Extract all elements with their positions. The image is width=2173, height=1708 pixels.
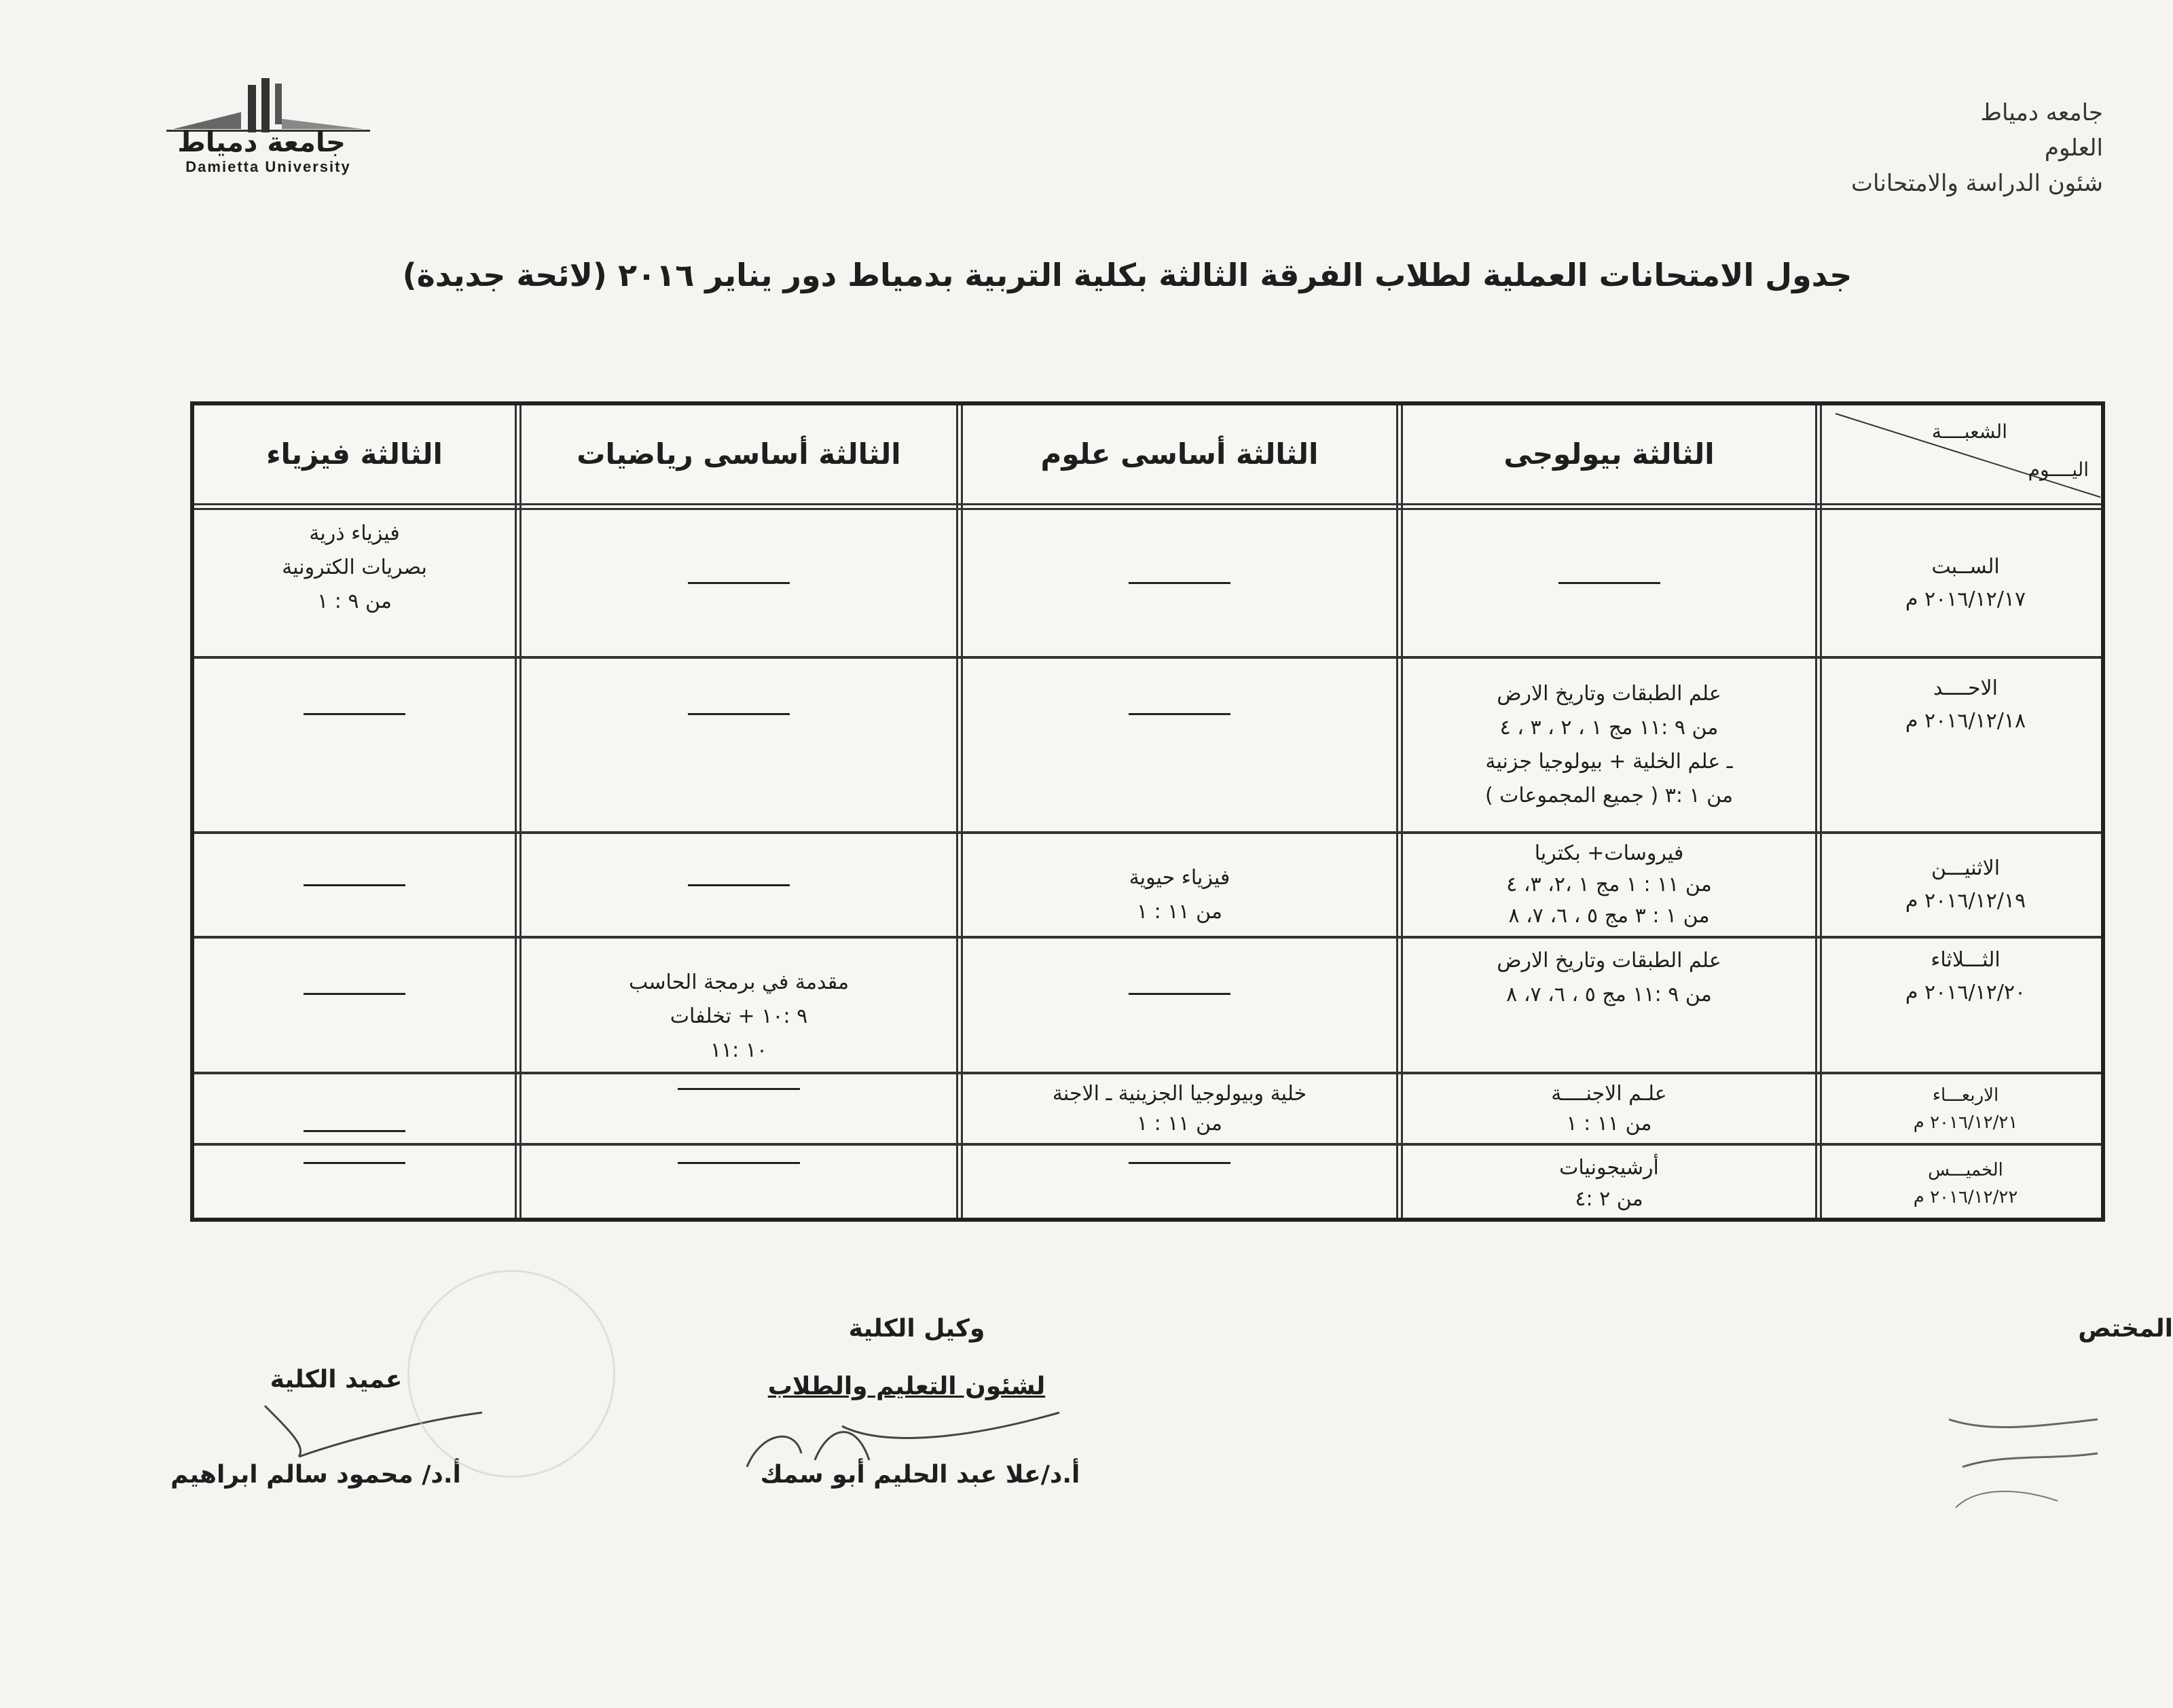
cell-line: من ٩ :١١ مج ٥ ، ٦، ٧، ٨ [1506, 983, 1712, 1006]
header-line-university: جامعه دمياط [1980, 99, 2103, 126]
building-logo-icon [160, 71, 377, 132]
schedule-cell [1403, 659, 1815, 831]
empty-dash [688, 713, 790, 715]
dean-title: عميد الكلية [270, 1366, 403, 1394]
cell-line: مقدمة في برمجة الحاسب [628, 970, 850, 994]
schedule-cell-empty [963, 939, 1396, 1072]
schedule-cell-empty [194, 939, 515, 1072]
exam-schedule-table [190, 401, 2105, 1222]
cell-line: علم الطبقات وتاريخ الارض [1497, 949, 1721, 973]
cell-line: أرشيجونيات [1559, 1156, 1659, 1180]
cell-line: من ١١ : ١ مج ١ ،٢، ٣، ٤ [1506, 873, 1712, 896]
vice-dean-office: لشئون التعليم والطلاب [767, 1373, 1046, 1400]
day-name: الاحــــد [1933, 676, 1998, 700]
schedule-cell [522, 939, 956, 1072]
schedule-cell-empty [522, 510, 956, 656]
cell-line: علـم الاجنــــة [1551, 1081, 1667, 1106]
day-date: ٢٠١٦/١٢/١٩ م [1905, 889, 2026, 913]
column-divider [956, 405, 963, 1218]
vice-dean-signature-mark [720, 1385, 1073, 1480]
cell-line: ـ علم الخلية + بيولوجيا جزنية [1485, 750, 1733, 774]
col-header-basic-math: الثالثة أساسى رياضيات [577, 437, 901, 471]
empty-dash [688, 884, 790, 886]
cell-line: خلية وبيولوجيا الجزينية ـ الاجنة [1052, 1081, 1307, 1106]
cell-line: ١٠ :١١ [710, 1038, 768, 1062]
empty-dash [304, 1162, 405, 1164]
day-name: الخميـــس [1928, 1160, 2003, 1180]
logo-arabic-name: جامعة دمياط [177, 127, 346, 158]
cell-line: فيزياء حيوية [1129, 866, 1230, 890]
corner-header-cell [1822, 405, 2109, 503]
day-name: الســبت [1931, 554, 2000, 579]
schedule-cell-empty [194, 659, 515, 831]
schedule-cell-empty [522, 834, 956, 936]
day-name: الثـــلاثاء [1931, 948, 2001, 972]
cell-line: من ١١ : ١ [1137, 900, 1222, 924]
cell-line: من ١ :٣ ( جميع المجموعات ) [1484, 784, 1734, 807]
schedule-cell-empty [194, 834, 515, 936]
vice-dean-name: أ.د/علا عبد الحليم أبو سمك [760, 1461, 1080, 1489]
day-cell-monday [1822, 834, 2109, 936]
col-header-physics: الثالثة فيزياء [266, 437, 443, 471]
empty-dash [688, 582, 790, 584]
schedule-cell-empty [963, 659, 1396, 831]
day-date: ٢٠١٦/١٢/٢٠ م [1905, 981, 2026, 1004]
schedule-cell [1403, 1074, 1815, 1143]
schedule-cell-empty [522, 1146, 956, 1222]
document-title: جدول الامتحانات العملية لطلاب الفرقة الثالثة بكلية التربية بدمياط دور يناير ٢٠١٦ (لائحة جديدة) [402, 257, 1852, 293]
corner-label-day: اليــــوم [2028, 458, 2089, 481]
cell-line: بصريات الكترونية [282, 556, 427, 579]
empty-dash [304, 884, 405, 886]
cell-line: من ١ : ٣ مج ٥ ، ٦، ٧، ٨ [1508, 904, 1710, 928]
header-line-office: شئون الدراسة والامتحانات [1851, 170, 2103, 197]
empty-dash [304, 713, 405, 715]
schedule-cell [194, 510, 515, 656]
day-date: ٢٠١٦/١٢/١٨ م [1905, 709, 2026, 733]
day-cell-wednesday [1822, 1074, 2109, 1143]
cell-line: من ١١ : ١ [1566, 1111, 1652, 1135]
cell-line: فيزياء ذرية [309, 522, 400, 545]
empty-dash [1129, 713, 1230, 715]
schedule-cell [1403, 1146, 1815, 1222]
schedule-cell-empty [963, 510, 1396, 656]
day-cell-saturday [1822, 510, 2109, 656]
empty-dash [1129, 1162, 1230, 1164]
day-name: الاربعـــاء [1932, 1085, 1999, 1106]
day-cell-thursday [1822, 1146, 2109, 1222]
column-divider [1396, 405, 1403, 1218]
schedule-cell-empty [522, 1074, 956, 1143]
cell-line: من ١١ : ١ [1137, 1111, 1222, 1135]
university-logo [160, 71, 377, 180]
schedule-cell [1403, 834, 1815, 936]
faint-stamp [407, 1270, 615, 1478]
day-date: ٢٠١٦/١٢/٢٢ م [1913, 1187, 2018, 1207]
day-date: ٢٠١٦/١٢/١٧ م [1905, 587, 2026, 611]
empty-dash [304, 1130, 405, 1132]
cell-line: من ٩ :١١ مج ١ ، ٢ ، ٣ ، ٤ [1499, 716, 1719, 740]
schedule-cell [1403, 939, 1815, 1072]
cell-line: فيروسات+ بكتريا [1534, 841, 1684, 865]
vice-dean-title: وكيل الكلية [848, 1315, 985, 1343]
cell-line: علم الطبقات وتاريخ الارض [1497, 682, 1721, 706]
day-cell-tuesday [1822, 939, 2109, 1072]
day-date: ٢٠١٦/١٢/٢١ م [1913, 1112, 2018, 1133]
schedule-cell-empty [1403, 510, 1815, 656]
schedule-cell [963, 1074, 1396, 1143]
cell-line: من ٢ :٤ [1575, 1187, 1643, 1211]
empty-dash [1558, 582, 1660, 584]
header-divider [194, 503, 2101, 510]
empty-dash [678, 1162, 800, 1164]
schedule-cell-empty [963, 1146, 1396, 1222]
dean-name: أ.د/ محمود سالم ابراهيم [170, 1461, 461, 1489]
corner-label-division: الشعبــــة [1931, 420, 2007, 443]
empty-dash [1129, 993, 1230, 995]
col-header-basic-science: الثالثة أساسى علوم [1040, 437, 1319, 471]
day-cell-sunday [1822, 659, 2109, 831]
day-name: الاثنيـــن [1931, 856, 2001, 880]
empty-dash [1129, 582, 1230, 584]
col-header-biology: الثالثة بيولوجى [1503, 437, 1715, 471]
empty-dash [678, 1088, 800, 1090]
cell-line: من ٩ : ١ [317, 589, 392, 613]
column-divider [515, 405, 522, 1218]
schedule-cell [963, 834, 1396, 936]
office-header [1851, 95, 2103, 201]
logo-latin-name: Damietta University [185, 158, 351, 175]
column-divider [1815, 405, 1822, 1218]
schedule-cell-empty [194, 1074, 515, 1143]
empty-dash [304, 993, 405, 995]
officer-signature-mark [1935, 1392, 2098, 1514]
officer-title: المختص [2078, 1315, 2173, 1343]
schedule-cell-empty [194, 1146, 515, 1222]
header-line-faculty: العلوم [2044, 134, 2103, 162]
schedule-cell-empty [522, 659, 956, 831]
cell-line: ٩ :١٠ + تخلفات [670, 1004, 808, 1028]
